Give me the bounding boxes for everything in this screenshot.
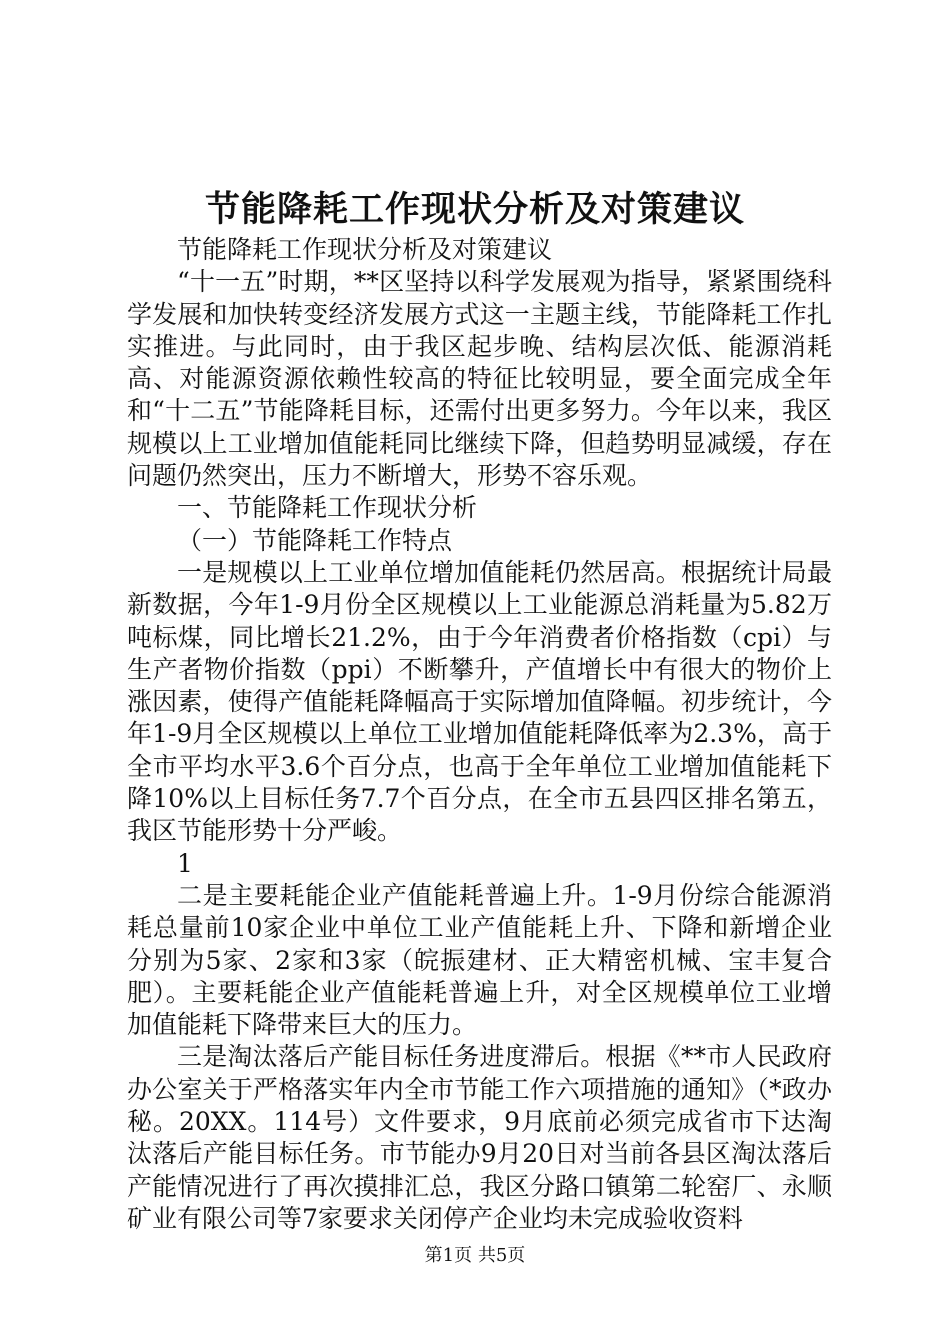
subsection-heading: （一）节能降耗工作特点 (177, 525, 453, 555)
document-body (127, 234, 832, 1235)
document-subtitle: 节能降耗工作现状分析及对策建议 (177, 235, 553, 264)
inline-page-marker: 1 (177, 848, 193, 878)
page-footer: 第1页 共5页 (424, 1245, 526, 1266)
paragraph-intro: “十一五”时期，**区坚持以科学发展观为指导，紧紧围绕科学发展和加快转变经济发展方式这一主题主线，节能降耗工作扎实推进。与此同时，由于我区起步晚、结构层次低、能源消耗高、对能源资源依赖性较高的特征比较明显，要全面完成全年和“十二五”节能降耗目标，还需付出更多努力。今年以来，我区规模以上工业增加值能耗同比继续下降，但趋势明显减缓，存在问题仍然突出，压力不断增大，形势不容乐观。 (127, 267, 832, 491)
paragraph-point-two: 二是主要耗能企业产值能耗普遍上升。1-9月份综合能源消耗总量前10家企业中单位工业产值能耗上升、下降和新增企业分别为5家、2家和3家（皖振建材、正大精密机械、宝丰复合肥）。主要耗能企业产值能耗普遍上升，对全区规模单位工业增加值能耗下降带来巨大的压力。 (127, 880, 832, 1040)
paragraph-point-one: 一是规模以上工业单位增加值能耗仍然居高。根据统计局最新数据，今年1-9月份全区规模以上工业能源总消耗量为5.82万吨标煤，同比增长21.2%，由于今年消费者价格指数（cpi）与生产者物价指数（ppi）不断攀升，产值增长中有很大的物价上涨因素，使得产值能耗降幅高于实际增加值降幅。初步统计，今年1-9月全区规模以上单位工业增加值能耗降低率为2.3%，高于全市平均水平3.6个百分点，也高于全年单位工业增加值能耗下降10%以上目标任务7.7个百分点，在全市五县四区排名第五，我区节能形势十分严峻。 (127, 557, 832, 846)
paragraph-point-three: 三是淘汰落后产能目标任务进度滞后。根据《**市人民政府办公室关于严格落实年内全市节能工作六项措施的通知》（*政办秘。20XX。114号）文件要求，9月底前必须完成省市下达淘汰落后产能目标任务。市节能办9月20日对当前各县区淘汰落后产能情况进行了再次摸排汇总，我区分路口镇第二轮窑厂、永顺矿业有限公司等7家要求关闭停产企业均未完成验收资料 (127, 1042, 832, 1233)
document-title: 节能降耗工作现状分析及对策建议 (204, 189, 745, 230)
section-heading: 一、节能降耗工作现状分析 (177, 493, 478, 523)
